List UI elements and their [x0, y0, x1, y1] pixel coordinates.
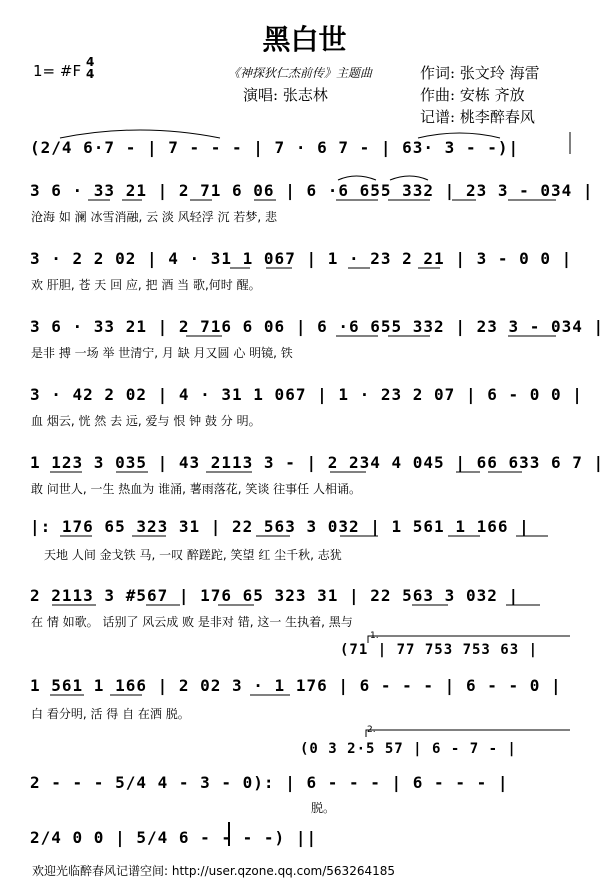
- lyric-row-9: 脱。: [311, 801, 336, 815]
- lyric-row-7: 在 情 如歌。 话别了 风云成 败 是非对 错, 这一 生执着, 黑与: [31, 615, 353, 629]
- subtitle: 《神探狄仁杰前传》主题曲: [228, 66, 373, 80]
- score-row-8-upper: (71 | 77 753 753 63 |: [340, 642, 539, 658]
- lyric-row-1: 沧海 如 澜 冰雪消融, 云 淡 风轻浮 沉 若梦, 悲: [31, 210, 277, 224]
- score-row-8: 1 561 1 166 | 2 02 3 · 1 176 | 6 - - - | 6 - - 0 |: [30, 676, 562, 695]
- lyric-row-3: 是非 搏 一场 举 世清宁, 月 缺 月又圆 心 明镜, 铁: [31, 346, 293, 360]
- score-row-3: 3 6 · 33 21 | 2 716 6 06 | 6 ·6 655 332 | 23 3 - 034 |: [30, 317, 605, 336]
- footer-text: 欢迎光临醉春风记谱空间: http://user.qzone.qq.com/563264185: [32, 864, 396, 878]
- lyricist-credit: 作词: 张文玲 海雷: [420, 64, 540, 82]
- volta-1-label: 1.: [370, 631, 379, 641]
- volta-1-bracket: [368, 636, 570, 643]
- score-row-6: |: 176 65 323 31 | 22 563 3 032 | 1 561 1 166 |: [30, 517, 530, 536]
- score-row-2: 3 · 2 2 02 | 4 · 31 1 067 | 1 · 23 2 21 | 3 - 0 0 |: [30, 249, 573, 268]
- lyric-row-4: 血 烟云, 恍 然 去 远, 爱与 恨 钟 鼓 分 明。: [31, 414, 261, 428]
- score-row-4: 3 · 42 2 02 | 4 · 31 1 067 | 1 · 23 2 07 | 6 - 0 0 |: [30, 385, 583, 404]
- volta-2-label: 2.: [367, 725, 376, 735]
- slur: [60, 130, 220, 138]
- lyric-row-6: 天地 人间 金戈铁 马, 一叹 醉蹉跎, 笑望 红 尘千秋, 志犹: [44, 548, 342, 562]
- score-row-9-upper: (0 3 2·5 57 | 6 - 7 - |: [300, 741, 517, 757]
- transcriber-credit: 记谱: 桃李醉春风: [420, 108, 535, 126]
- score-row-5: 1 123 3 035 | 43 2113 3 - | 2 234 4 045 | 66 633 6 7 |: [30, 453, 605, 472]
- meter-top: 4: [86, 55, 95, 69]
- score-row-10: 2/4 0 0 | 5/4 6 - - - -) ||: [30, 828, 318, 847]
- key-signature: 1= #F: [33, 62, 82, 80]
- score-row-1: 3 6 · 33 21 | 2 71 6 06 | 6 ·6 655 332 | 23 3 - 034 |: [30, 181, 594, 200]
- score-row-0: (2/4 6·7 - | 7 - - - | 7 · 6 7 - | 63· 3 - -)|: [30, 138, 520, 157]
- score-row-7: 2 2113 3 #567 | 176 65 323 31 | 22 563 3 032 |: [30, 586, 520, 605]
- volta-2-bracket: [366, 730, 570, 737]
- lyric-row-8: 白 看分明, 活 得 自 在洒 脱。: [31, 707, 190, 721]
- lyric-row-2: 欢 肝胆, 苍 天 回 应, 把 酒 当 歌,何时 醒。: [31, 278, 261, 292]
- slur: [390, 176, 428, 180]
- composer-credit: 作曲: 安栋 齐放: [420, 86, 525, 104]
- slur: [418, 133, 500, 138]
- singer-credit: 演唱: 张志林: [243, 86, 328, 104]
- score-row-9: 2 - - - 5/4 4 - 3 - 0): | 6 - - - | 6 - - - |: [30, 773, 509, 792]
- lyric-row-5: 敢 问世人, 一生 热血为 谁涌, 薯雨落花, 笑谈 往事任 人相诵。: [31, 482, 361, 496]
- song-title: 黑白世: [262, 23, 347, 56]
- slur: [338, 176, 376, 180]
- meter-bottom: 4: [86, 67, 95, 81]
